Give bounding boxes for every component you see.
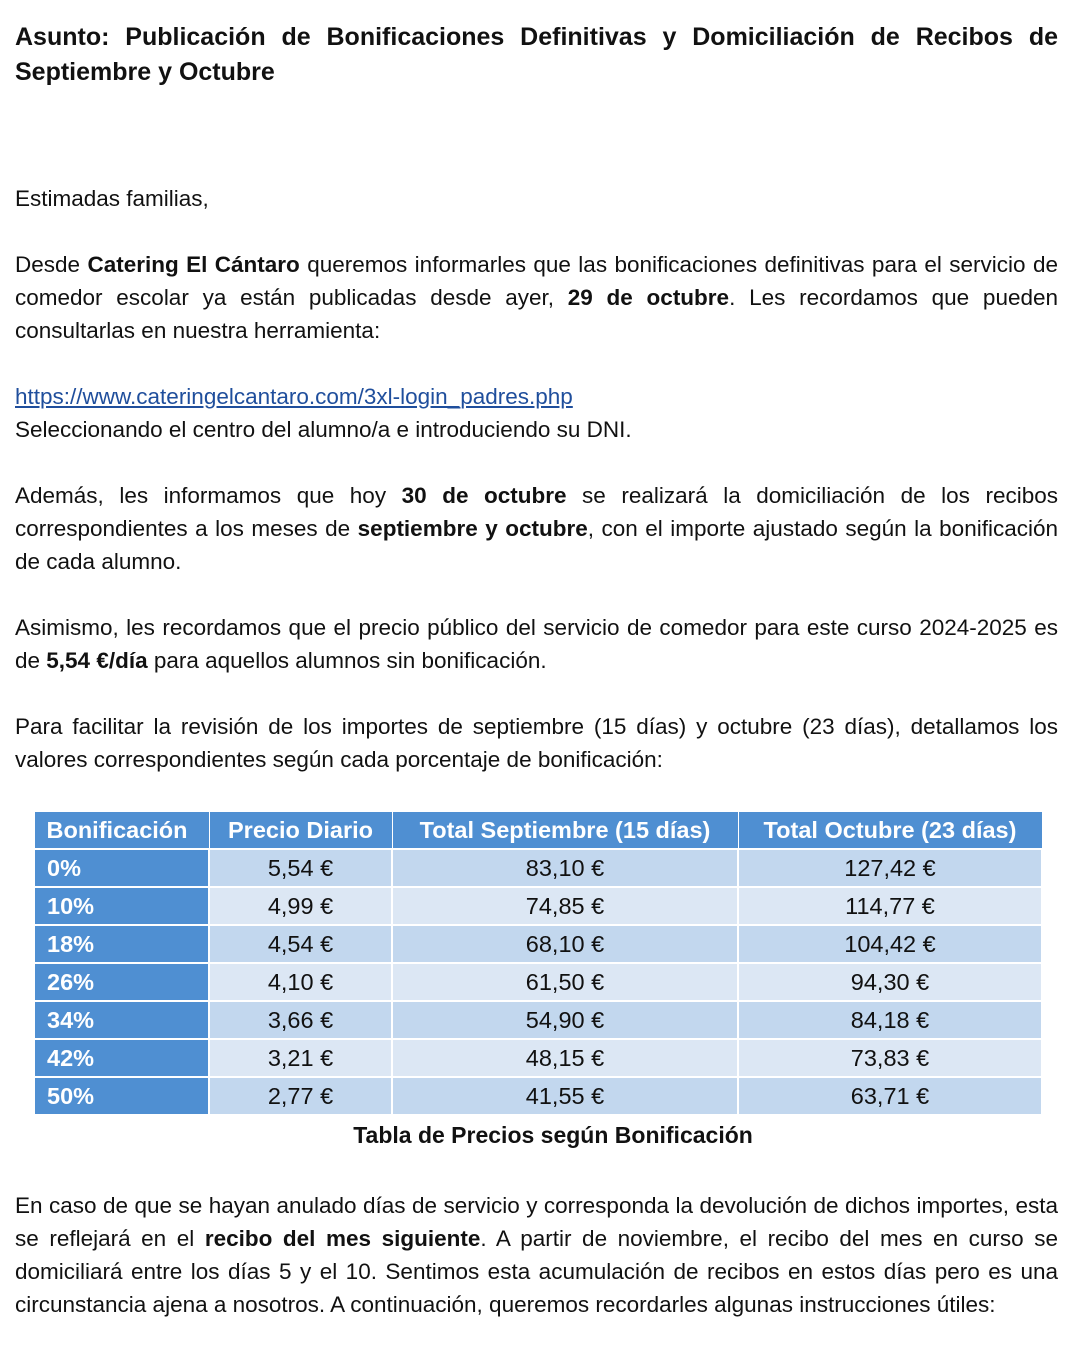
cell-precio-diario: 4,99 € [209, 887, 392, 925]
publication-date: 29 de octubre [567, 285, 730, 310]
table-row [34, 849, 1042, 887]
table-row [34, 1039, 1042, 1077]
cell-precio-diario: 2,77 € [209, 1077, 392, 1115]
cell-bonificacion: 50% [34, 1077, 209, 1115]
ademas-text-2: se realizará la domiciliación de los recibos correspondientes a los meses de [15, 483, 1059, 541]
cell-total-octubre: 94,30 € [738, 963, 1042, 1001]
company-name: Catering El Cántaro [87, 252, 300, 277]
next-month-receipt: recibo del mes siguiente [204, 1226, 481, 1251]
caso-text-2: . A partir de noviembre, el recibo del mes en curso se domiciliará entre los días 5 y el 10. Sentimos esta acumulación de recibos en estos días pero es una circunstancia ajena a nosotros. A continuación, queremos recordarles algunas instrucciones útiles: [15, 1226, 1058, 1317]
cell-bonificacion: 18% [34, 925, 209, 963]
caso-text-1: En caso de que se hayan anulado días de servicio y corresponda la devolución de dichos importes, esta se reflejará en el [15, 1193, 1058, 1251]
cell-total-septiembre: 61,50 € [392, 963, 738, 1001]
cell-total-septiembre: 74,85 € [392, 887, 738, 925]
cell-total-octubre: 127,42 € [738, 849, 1042, 887]
cell-total-octubre: 84,18 € [738, 1001, 1042, 1039]
greeting: Estimadas familias, [15, 186, 209, 211]
price-paragraph [15, 611, 1058, 677]
header-bonificacion: Bonificación [34, 812, 209, 850]
direct-debit-paragraph [15, 479, 1058, 578]
cell-precio-diario: 3,66 € [209, 1001, 392, 1039]
link-block [15, 380, 1058, 446]
header-precio-diario: Precio Diario [209, 812, 392, 850]
table-row [34, 887, 1042, 925]
table-intro-paragraph: Para facilitar la revisión de los importes de septiembre (15 días) y octubre (23 días), detallamos los valores correspondientes según cada porcentaje de bonificación: [15, 714, 1058, 772]
table-caption: Tabla de Precios según Bonificación [353, 1122, 753, 1148]
price-table-wrapper [33, 811, 1041, 1149]
cell-total-octubre: 104,42 € [738, 925, 1042, 963]
table-row [34, 1001, 1042, 1039]
refund-paragraph [15, 1189, 1058, 1321]
cell-total-septiembre: 48,15 € [392, 1039, 738, 1077]
table-row [34, 1077, 1042, 1115]
cell-precio-diario: 4,10 € [209, 963, 392, 1001]
daily-price: 5,54 €/día [46, 648, 148, 673]
debit-date: 30 de octubre [401, 483, 567, 508]
cell-precio-diario: 3,21 € [209, 1039, 392, 1077]
cell-total-septiembre: 83,10 € [392, 849, 738, 887]
intro-text-1: Desde [15, 252, 88, 277]
table-row [34, 925, 1042, 963]
cell-bonificacion: 0% [34, 849, 209, 887]
login-instruction: Seleccionando el centro del alumno/a e introduciendo su DNI. [15, 417, 632, 442]
cell-bonificacion: 10% [34, 887, 209, 925]
table-row [34, 963, 1042, 1001]
ademas-text-3: , con el importe ajustado según la bonificación de cada alumno. [15, 516, 1058, 574]
subject-heading: Asunto: Publicación de Bonificaciones Definitivas y Domiciliación de Recibos de Septiembre y Octubre [15, 23, 1058, 86]
debit-months: septiembre y octubre [357, 516, 588, 541]
table-header-row [34, 812, 1042, 850]
cell-precio-diario: 4,54 € [209, 925, 392, 963]
cell-total-septiembre: 41,55 € [392, 1077, 738, 1115]
intro-text-2: queremos informarles que las bonificaciones definitivas para el servicio de comedor escolar ya están publicadas desde ayer, [15, 252, 1058, 310]
cell-bonificacion: 34% [34, 1001, 209, 1039]
intro-paragraph [15, 248, 1058, 347]
cell-total-septiembre: 54,90 € [392, 1001, 738, 1039]
cell-bonificacion: 42% [34, 1039, 209, 1077]
cell-total-septiembre: 68,10 € [392, 925, 738, 963]
header-total-octubre: Total Octubre (23 días) [738, 812, 1042, 850]
ademas-text-1: Además, les informamos que hoy [15, 483, 402, 508]
cell-precio-diario: 5,54 € [209, 849, 392, 887]
cell-total-octubre: 63,71 € [738, 1077, 1042, 1115]
cell-total-octubre: 73,83 € [738, 1039, 1042, 1077]
price-table [33, 811, 1043, 1116]
asimismo-text-1: Asimismo, les recordamos que el precio público del servicio de comedor para este curso 2024-2025 es de [15, 615, 1058, 673]
login-link[interactable]: https://www.cateringelcantaro.com/3xl-login_padres.php [15, 384, 573, 409]
header-total-septiembre: Total Septiembre (15 días) [392, 812, 738, 850]
cell-bonificacion: 26% [34, 963, 209, 1001]
intro-text-3: . Les recordamos que pueden consultarlas en nuestra herramienta: [15, 285, 1059, 343]
cell-total-octubre: 114,77 € [738, 887, 1042, 925]
asimismo-text-2: para aquellos alumnos sin bonificación. [147, 648, 547, 673]
